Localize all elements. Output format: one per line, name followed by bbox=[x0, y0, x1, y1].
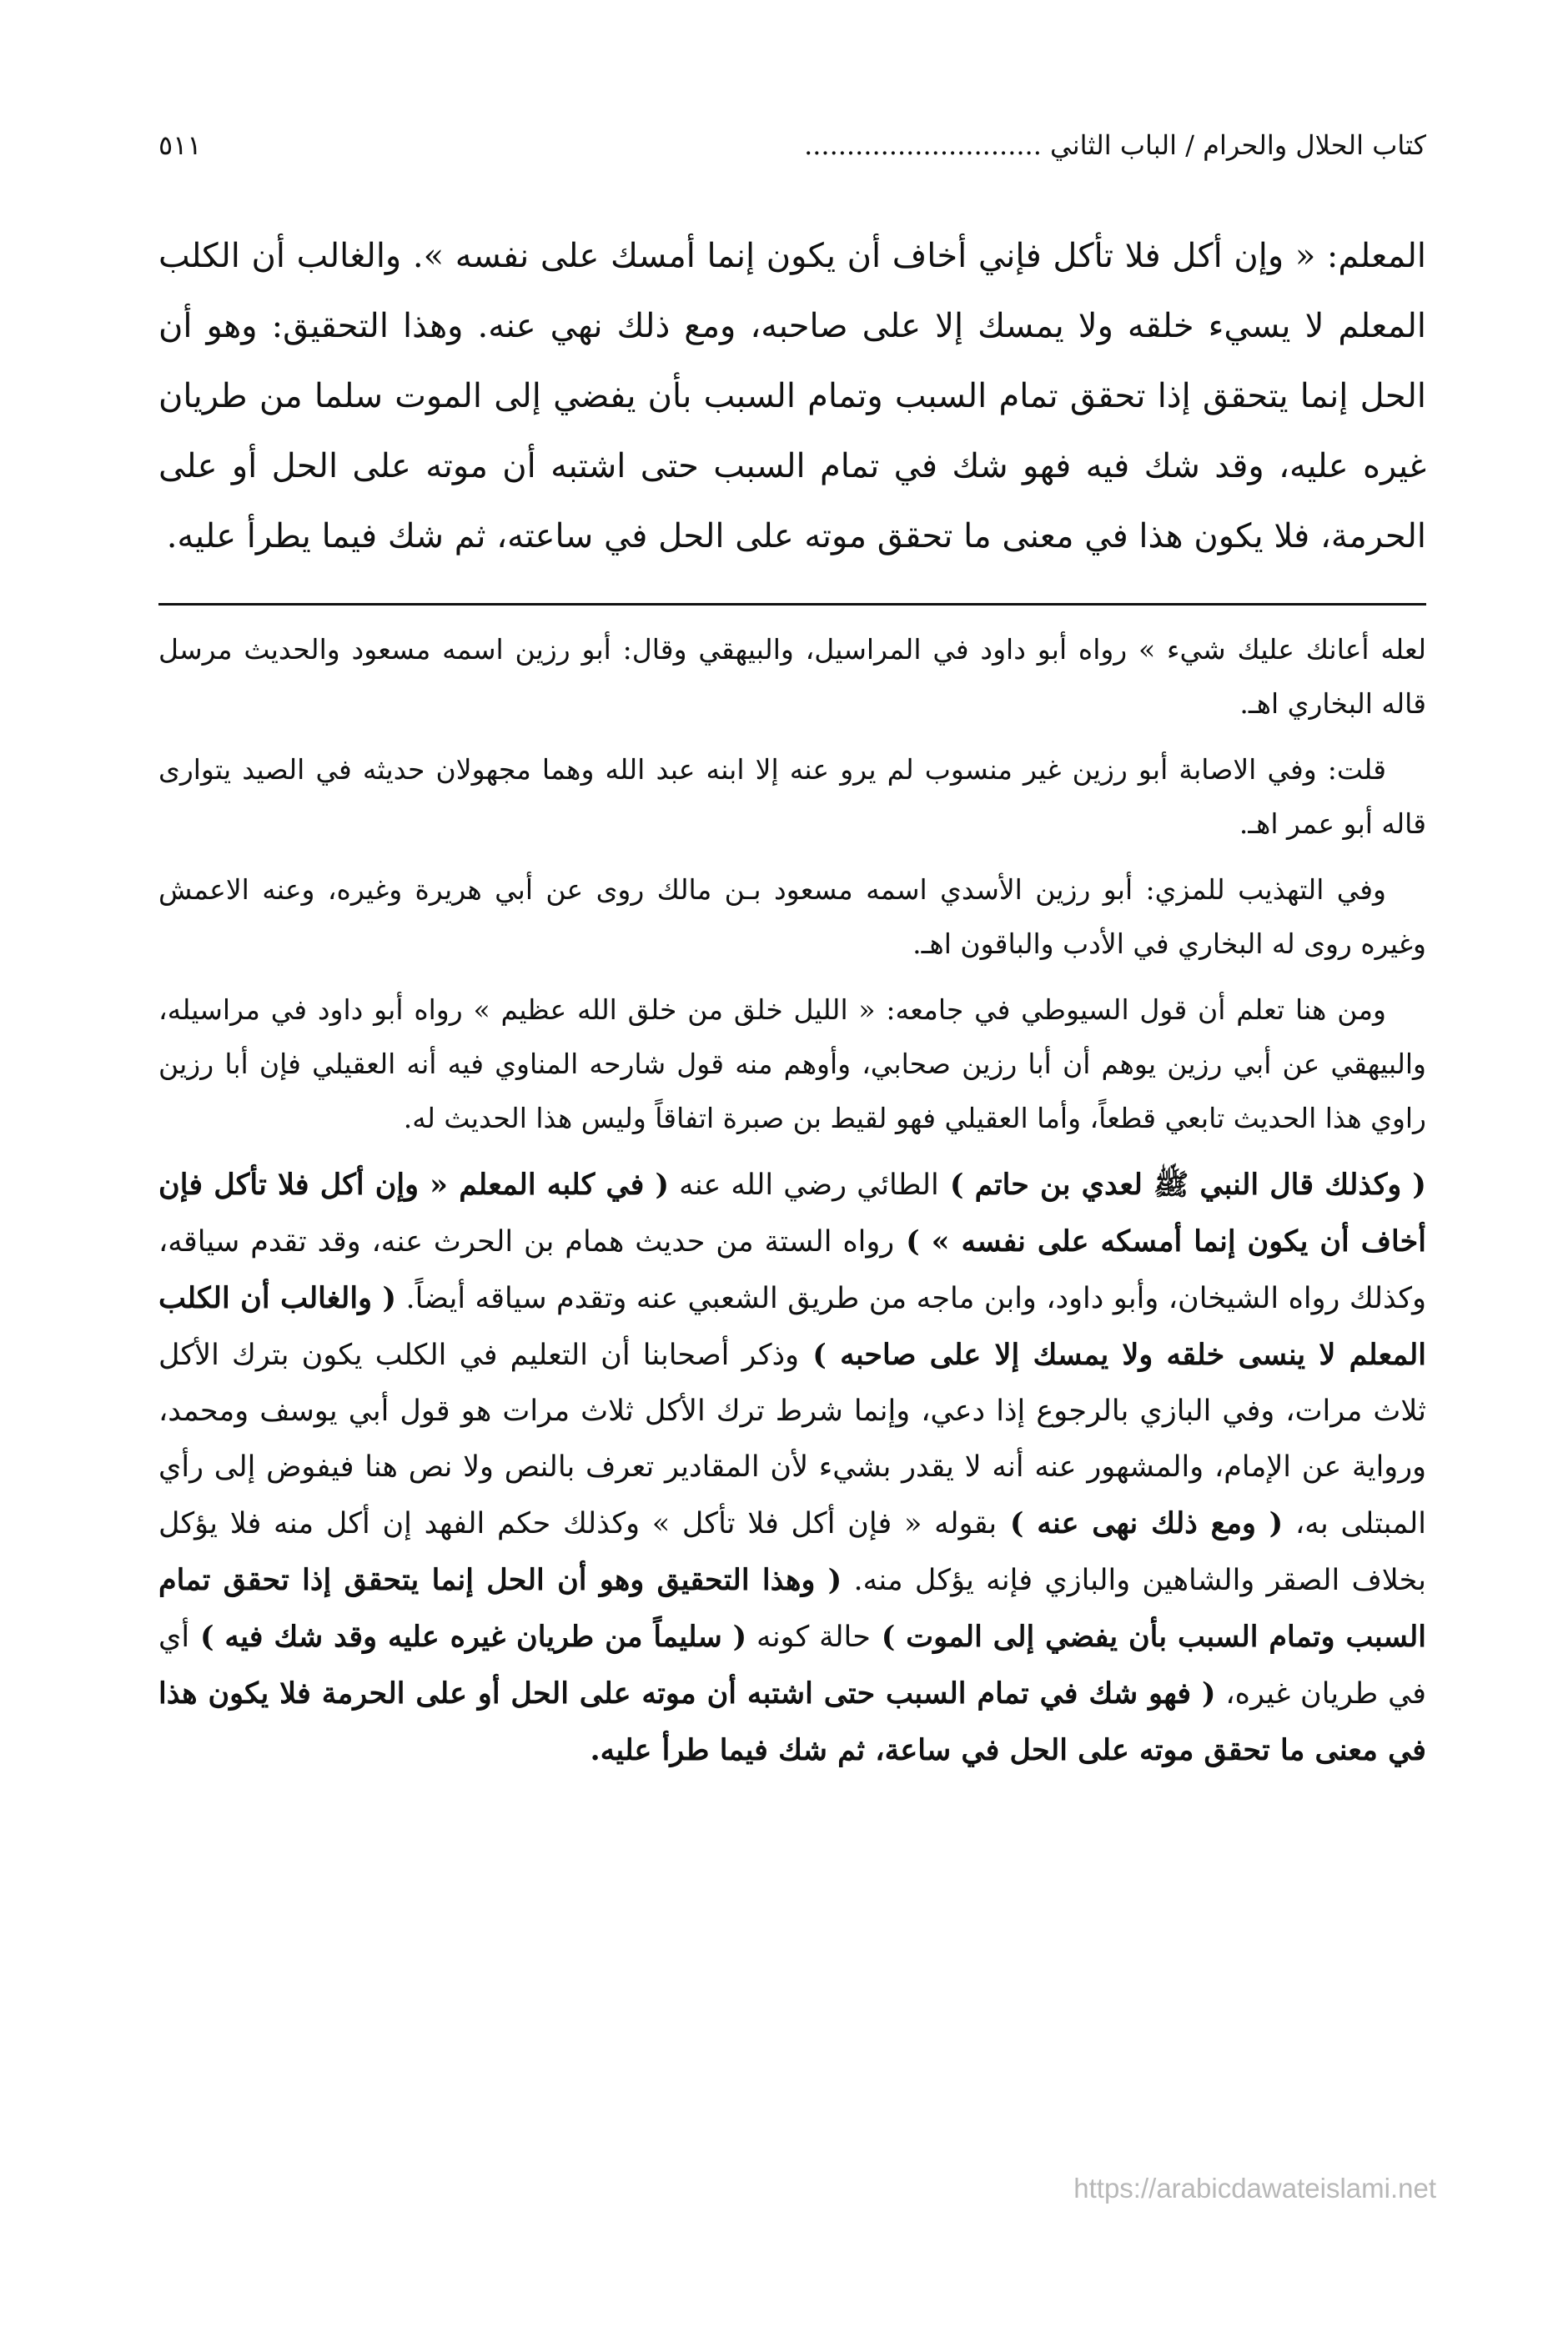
commentary-bold-segment: ( وكذلك قال النبي ﷺ لعدي بن حاتم ) bbox=[938, 1168, 1426, 1202]
book-page bbox=[158, 125, 1426, 1779]
commentary-segment: الطائي رضي الله عنه bbox=[669, 1169, 939, 1202]
footnote-separator bbox=[158, 603, 1426, 606]
running-header bbox=[158, 125, 1426, 175]
header-title: كتاب الحلال والحرام / الباب الثاني ............................ bbox=[804, 129, 1426, 161]
footnote-paragraph: قلت: وفي الاصابة أبو رزين غير منسوب لم يرو عنه إلا ابنه عبد الله وهما مجهولان حديثه في الصيد يتوارى قاله أبو عمر اهـ. bbox=[158, 753, 1426, 840]
footnotes bbox=[158, 622, 1426, 1145]
commentary-bold-segment: ( سليماً من طريان غيره عليه وقد شك فيه ) bbox=[189, 1620, 747, 1654]
commentary-bold-segment: ( فهو شك في تمام السبب حتى اشتبه أن موته على الحل أو على الحرمة فلا يكون هذا في معنى ما تحقق موته على الحل في ساعة، ثم شك فيما طرأ عليه. bbox=[158, 1676, 1426, 1767]
commentary-bold-segment: ( ومع ذلك نهى عنه ) bbox=[997, 1506, 1284, 1540]
commentary-segment: وذكر أصحابنا أن التعليم في الكلب يكون بترك الأكل ثلاث مرات، وفي البازي بالرجوع إذا دعي، وإنما شرط ترك الأكل ثلاث مرات هو قول أبي يوسف ومحمد، ورواية عن الإمام، والمشهور عنه أنه لا يقدر بشيء لأن المقادير تعرف بالنص ولا نص هنا فيفوض إلى رأي المبتلى به، bbox=[158, 1339, 1426, 1540]
commentary-segment: حالة كونه bbox=[746, 1621, 871, 1654]
footnote-paragraph: وفي التهذيب للمزي: أبو رزين الأسدي اسمه مسعود بـن مالك روى عن أبي هريرة وغيره، وعنه الاعمش وغيره روى له البخاري في الأدب والباقون اهـ. bbox=[158, 873, 1426, 960]
commentary-text bbox=[158, 1157, 1426, 1779]
main-text: المعلم: « وإن أكل فلا تأكل فإني أخاف أن يكون إنما أمسك على نفسه ». والغالب أن الكلب المعلم لا يسيء خلقه ولا يمسك إلا على صاحبه، ومع ذلك نهي عنه. وهذا التحقيق: وهو أن الحل إنما يتحقق إذا تحقق تمام السبب وتمام السبب بأن يفضي إلى الموت سلما من طريان غيره عليه، وقد شك فيه فهو شك في تمام السبب حتى اشتبه أن موته على الحل أو على الحرمة، فلا يكون هذا في معنى ما تحقق موته على الحل في ساعته، ثم شك فيما يطرأ عليه. bbox=[158, 237, 1427, 555]
page-number: ٥١١ bbox=[158, 129, 202, 161]
commentary-segment: بقوله « فإن أكل فلا تأكل » وكذلك حكم الفهد إن أكل منه فلا يؤكل بخلاف الصقر والشاهين والبازي فإنه يؤكل منه. bbox=[158, 1507, 1426, 1597]
commentary-segment: رواه الستة من حديث همام بن الحرث عنه، وقد تقدم سياقه، وكذلك رواه الشيخان، وأبو داود، وابن ماجه من طريق الشعبي عنه وتقدم سياقه أيضاً. bbox=[158, 1225, 1426, 1315]
watermark-url: https://arabicdawateislami.net bbox=[1073, 2173, 1436, 2204]
commentary-bold-segment: ( وهذا التحقيق وهو أن الحل إنما يتحقق إذا تحقق تمام السبب وتمام السبب بأن يفضي إلى الموت ) bbox=[158, 1563, 1426, 1654]
commentary-bold-segment: ( والغالب أن الكلب المعلم لا ينسى خلقه ولا يمسك إلا على صاحبه ) bbox=[158, 1281, 1426, 1372]
commentary-segment: أي في طريان غيره، bbox=[158, 1621, 1426, 1711]
footnote-paragraph: ومن هنا تعلم أن قول السيوطي في جامعه: « الليل خلق من خلق الله عظيم » رواه أبو داود في مراسيله، والبيهقي عن أبي رزين يوهم أن أبا رزين صحابي، وأوهم منه قول شارحه المناوي فيه أنه العقيلي فإن أبا رزين راوي هذا الحديث تابعي قطعاً، وأما العقيلي فهو لقيط بن صبرة اتفاقاً وليس هذا الحديث له. bbox=[158, 993, 1426, 1134]
footnote-paragraph: لعله أعانك عليك شيء » رواه أبو داود في المراسيل، والبيهقي وقال: أبو رزين اسمه مسعود والحديث مرسل قاله البخاري اهـ. bbox=[158, 633, 1426, 720]
commentary-bold-segment: ( في كلبه المعلم « وإن أكل فلا تأكل فإن أخاف أن يكون إنما أمسكه على نفسه » ) bbox=[158, 1168, 1426, 1259]
